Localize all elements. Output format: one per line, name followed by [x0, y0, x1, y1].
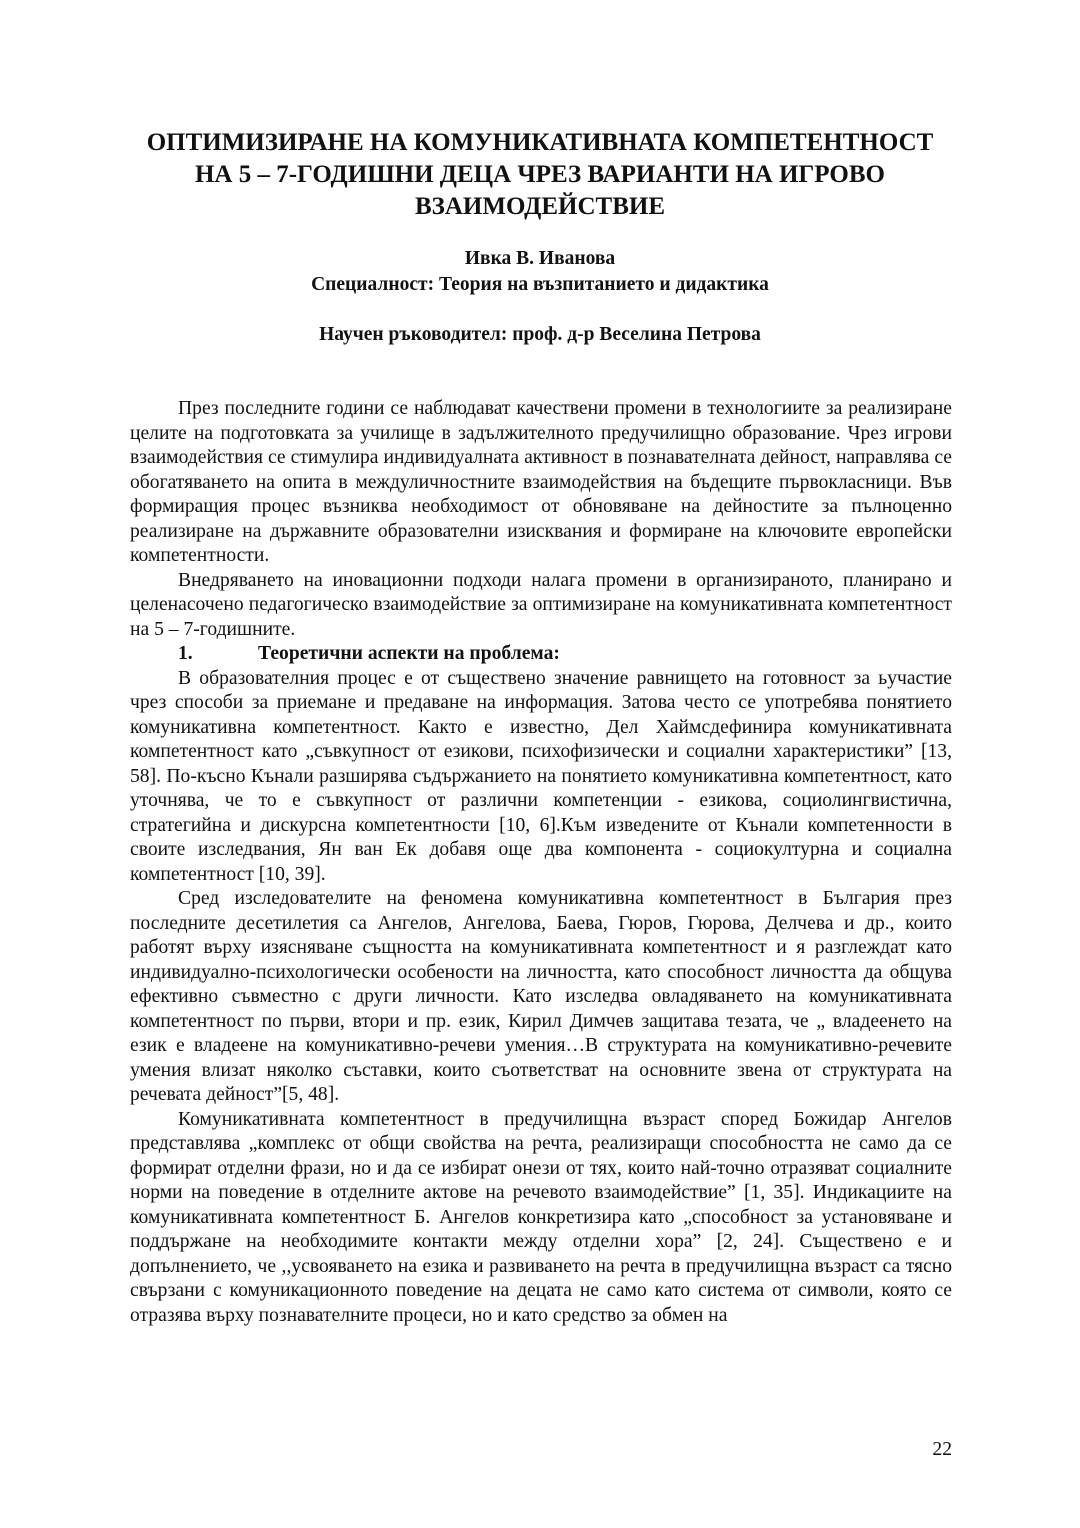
paragraph-innovation: Внедряването на иновационни подходи налага промени в организираното, планирано и целенасочено педагогическо взаимодействие за оптимизиране на комуникативната компетентност на 5 – 7-годишните. [130, 569, 952, 640]
paragraph-researchers: Сред изследователите на феномена комуникативна компетентност в България през последните десетилетия са Ангелов, Ангелова, Баева, Гюров, Гюрова, Делчева и др., които работят върху изясняване същността на комуникативната компетентност и я разглеждат като индивидуално-психологически особености на личността, като способност личността да общува ефективно съвместно с други личности. Като изследва овладяването на комуникативната компетентност по първи, втори и пр. език, Кирил Димчев защитава тезата, че „ владеенето на език е владеене на комуникативно-речеви умения…В структурата на комуникативно-речевите умения влизат няколко съставки, които съответстват на основните звена от структурата на речевата дейност”[5, 48]. [130, 888, 952, 1105]
section-heading [130, 642, 952, 667]
author-specialty: Специалност: Теория на възпитанието и дидактика [311, 274, 769, 295]
section-number: 1. [178, 643, 193, 664]
title-line-1: ОПТИМИЗИРАНЕ НА КОМУНИКАТИВНАТА КОМПЕТЕНТНОСТ [146, 129, 934, 156]
body-text [130, 397, 952, 1328]
paragraph-preschool: Комуникативната компетентност в предучилищна възраст според Божидар Ангелов представлява „комплекс от общи свойства на речта, реализиращи способността не само да се формират отделни фрази, но и да се избират онези от тях, които най-точно отразяват социалните норми на поведение в отделните актове на речевото взаимодействие” [1, 35]. Индикациите на комуникативната компетентност Б. Ангелов конкретизира като „способност за установяване и поддържане на необходимите контакти между отделни хора” [2, 24]. Съществено е и допълнението, че ,,усвояването на езика и развиването на речта в предучилищна възраст са тясно свързани с комуникационното поведение на децата не само като система от символи, която се отразява върху познавателните процеси, но и като средство за обмен на [130, 1108, 952, 1326]
author-name: Ивка В. Иванова [464, 248, 616, 269]
title-line-3: ВЗАИМОДЕЙСТВИЕ [414, 193, 665, 220]
paragraph-theory: В образователния процес е от съществено значение равнището на готовност за ьучастие чрез способи за приемане и предаване на информация. Затова често се употребява понятието комуникативна компетентност. Както е известно, Дел Хаймсдефинира комуникативната компетентност като „съвкупност от езикови, психофизически и социални характеристики” [13, 58]. По-късно Кънали разширява съдържанието на понятието комуникативна компетентност, като уточнява, че то е съвкупност от различни компетенции - езикова, социолингвистична, стратегийна и дискурсна компетентности [10, 6].Към изведените от Кънали компетенности в своите изследвания, Ян ван Ек добавя още два компонента - социокултурна и социална компетентност [10, 39]. [130, 667, 952, 885]
scientific-supervisor: Научен ръководител: проф. д-р Веселина Петрова [319, 324, 761, 345]
title-line-2: НА 5 – 7-ГОДИШНИ ДЕЦА ЧРЕЗ ВАРИАНТИ НА ИГРОВО [194, 161, 885, 188]
section-title: Теоретични аспекти на проблема: [258, 643, 560, 664]
paper-title [110, 127, 970, 223]
page-number: 22 [932, 1439, 952, 1460]
paragraph-intro: През последните години се наблюдават качествени промени в технологиите за реализиране целите на подготовката за училище в задължителното предучилищно образование. Чрез игрови взаимодействия се стимулира индивидуалната активност в познавателната дейност, направлява се обогатяването на опита в междуличностните взаимодействия на бъдещите първокласници. Във формиращия процес възниква необходимост от обновяване на дейностите за пълноценно реализиране на държавните образователни изисквания и формиране на ключовите европейски компетентности. [130, 398, 952, 566]
